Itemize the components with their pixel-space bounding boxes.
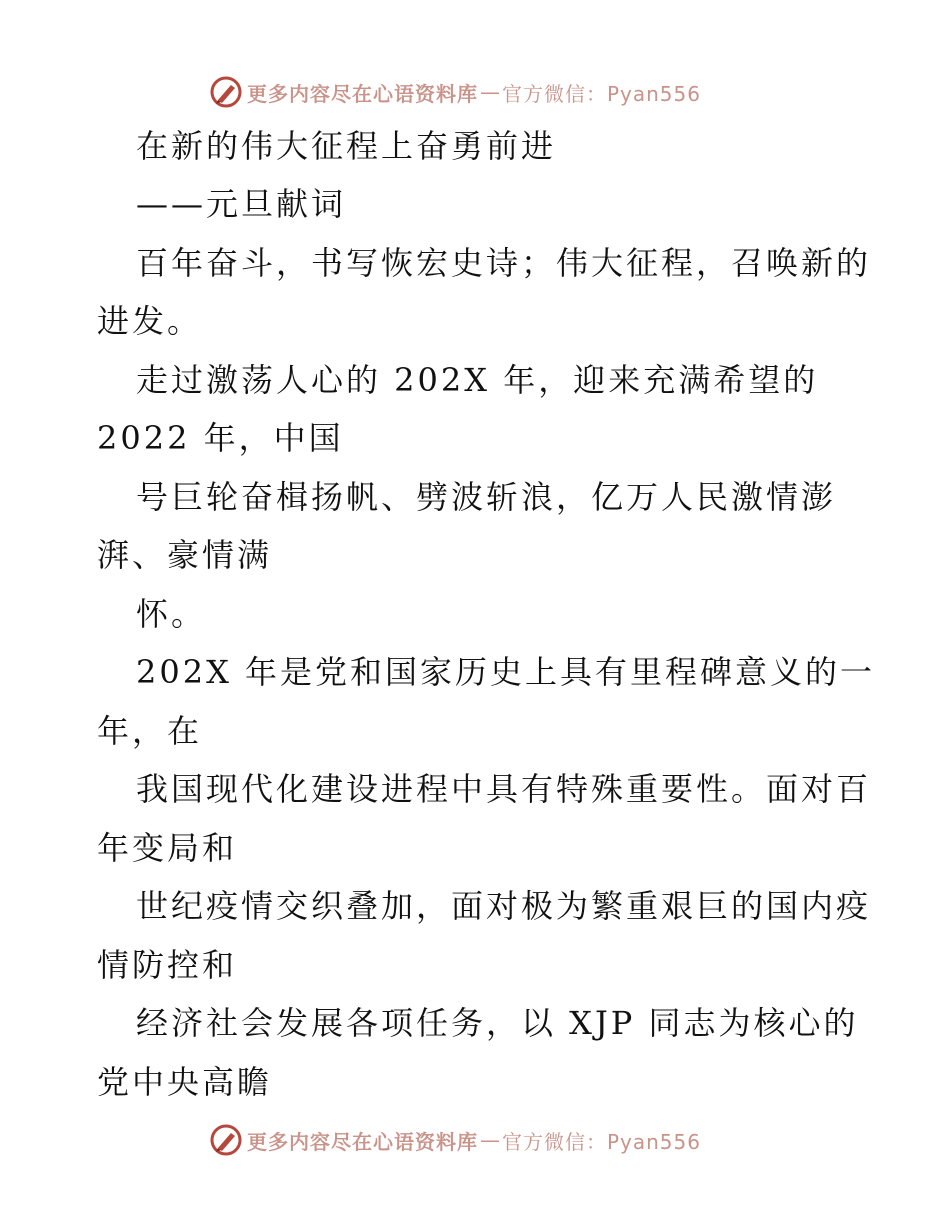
paragraph-line: 年，在	[97, 712, 203, 750]
banner-site-text: 更多内容尽在心语资料库	[246, 81, 478, 106]
footer-banner	[0, 1120, 950, 1160]
banner-wechat-text: 官方微信：Pyan556	[501, 81, 701, 106]
paragraph-line: 年变局和	[97, 829, 238, 867]
pen-logo-icon	[209, 1123, 243, 1157]
paragraph-line: 我国现代化建设进程中具有特殊重要性。面对百	[136, 770, 872, 808]
paragraph-line: 2022 年，中国	[97, 419, 344, 457]
pen-logo-icon	[209, 75, 243, 109]
banner-separator: —	[479, 80, 500, 104]
paragraph-line: 湃、豪情满	[97, 536, 273, 574]
paragraph-line: 世纪疫情交织叠加，面对极为繁重艰巨的国内疫	[136, 887, 872, 925]
banner-separator: —	[479, 1128, 500, 1152]
paragraph-line: 情防控和	[97, 946, 238, 984]
paragraph-line: 202X 年是党和国家历史上具有里程碑意义的一	[136, 653, 876, 691]
paragraph-line: 怀。	[136, 595, 207, 633]
banner-wechat-text: 官方微信：Pyan556	[501, 1129, 701, 1154]
document-subtitle: ——元旦献词	[136, 185, 347, 223]
paragraph-line: 进发。	[97, 302, 203, 340]
header-banner	[0, 72, 950, 112]
paragraph-line: 百年奋斗，书写恢宏史诗；伟大征程，召唤新的	[136, 244, 872, 282]
document-title: 在新的伟大征程上奋勇前进	[136, 127, 557, 165]
paragraph-line: 经济社会发展各项任务，以 XJP 同志为核心的	[136, 1004, 859, 1042]
paragraph-line: 号巨轮奋楫扬帆、劈波斩浪，亿万人民激情澎	[136, 478, 837, 516]
paragraph-line: 走过激荡人心的 202X 年，迎来充满希望的	[136, 361, 819, 399]
paragraph-line: 党中央高瞻	[97, 1063, 273, 1101]
banner-site-text: 更多内容尽在心语资料库	[246, 1129, 478, 1154]
